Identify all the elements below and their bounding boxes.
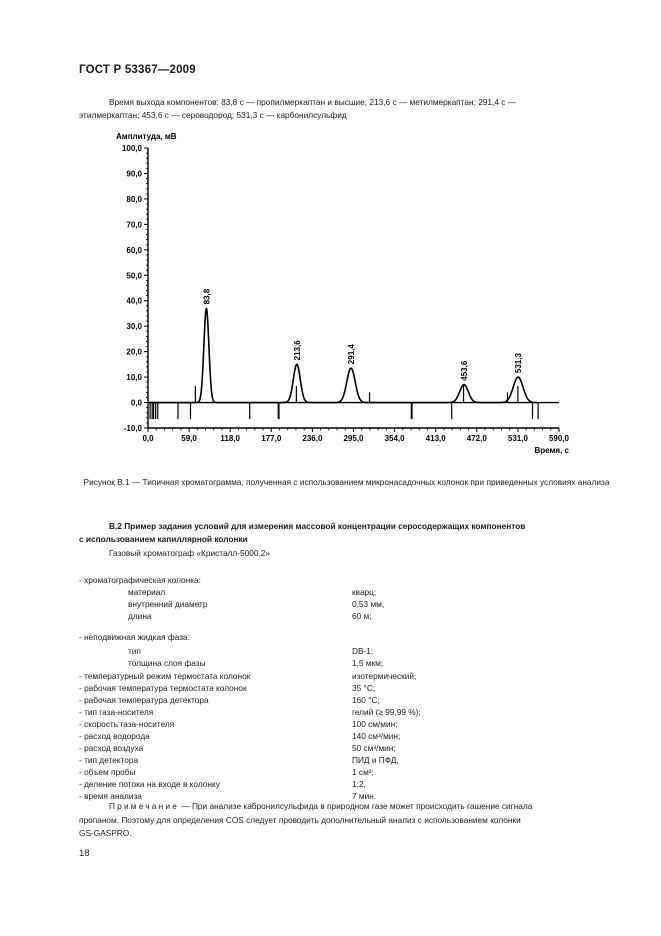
note-label: Примечание — [109, 801, 180, 811]
note-line-1-text: — При анализе кабронилсульфида в природном газе может происходить гашение сигнала — [181, 801, 533, 811]
x-tick-label: 413,0 — [425, 434, 446, 443]
y-axis-title: Амплитуда, мВ — [116, 132, 177, 141]
param-name: - тип детектора — [79, 755, 139, 765]
note-line-2: пропаном. Поэтому для определения COS следует проводить дополнительный анализ с использованием колонки — [79, 814, 521, 825]
retention-times-line-2: этилмеркаптан; 453,6 с — сероводород; 531,3 с — карбонилсульфид — [79, 110, 347, 120]
page-number: 18 — [79, 848, 90, 859]
y-tick-label: 100,0 — [121, 144, 142, 153]
param-name: - расход воздуха — [79, 743, 144, 753]
param-name: - время анализа — [79, 791, 142, 801]
y-tick-label: 40,0 — [126, 296, 142, 306]
param-value: кварц; — [352, 587, 377, 597]
x-tick-label: 472,0 — [466, 434, 487, 443]
param-value: 50 см³/мин; — [352, 743, 396, 753]
param-value: 0,53 мм, — [352, 599, 385, 609]
x-tick-label: 0,0 — [142, 434, 154, 443]
param-name: - неподвижная жидкая фаза: — [79, 632, 190, 642]
y-tick-label: 80,0 — [126, 194, 142, 204]
x-tick-label: 590,0 — [548, 434, 570, 443]
document-header: ГОСТ Р 53367—2009 — [79, 64, 196, 76]
note-line-1 — [79, 800, 614, 814]
param-name: - объем пробы — [79, 767, 136, 777]
param-value: гелий (≥ 99,99 %); — [352, 707, 421, 717]
param-name: материал — [128, 587, 166, 597]
param-value: ПИД и ПФД, — [352, 755, 399, 765]
x-tick-label: 236,0 — [302, 434, 323, 443]
section-heading — [79, 520, 614, 546]
x-tick-label: 354,0 — [384, 434, 405, 443]
note-block — [79, 800, 614, 841]
y-tick-label: 60,0 — [126, 245, 142, 255]
x-axis-title: Время, с — [534, 446, 569, 455]
param-value: DB-1; — [352, 646, 374, 656]
chromatogram-trace-group — [148, 309, 538, 403]
chromatogram-trace — [148, 309, 538, 403]
peak-label: 453,6 — [459, 360, 469, 381]
param-value: изотермический; — [352, 671, 417, 681]
y-tick-label: 30,0 — [126, 322, 142, 332]
peak-label: 291,4 — [346, 344, 356, 365]
device-name: Газовый хроматограф «Кристалл-5000.2» — [109, 548, 271, 558]
param-value: 140 см³/мин; — [352, 731, 401, 741]
param-value: 160 °C; — [352, 695, 380, 705]
y-tick-label: 70,0 — [126, 220, 142, 230]
figure-caption: Рисунок В.1 — Типичная хроматограмма, полученная с использованием микронасадочных колонок при приведенных условиях анализа — [83, 477, 610, 487]
param-name: - рабочая температура детектора — [79, 695, 209, 705]
x-tick-label: 531,0 — [507, 434, 528, 443]
param-name: - хроматографическая колонка: — [79, 575, 201, 585]
chromatogram-chart — [110, 128, 580, 458]
y-tick-label: 10,0 — [126, 373, 142, 383]
param-name: - расход водорода — [79, 731, 150, 741]
x-tick-label: 177,0 — [261, 434, 282, 443]
y-tick-label: 50,0 — [126, 271, 142, 281]
section-heading-line-2: с использованием капиллярной колонки — [79, 534, 248, 544]
peak-label: 531,3 — [514, 353, 524, 374]
param-value: 1,5 мкм; — [352, 658, 384, 668]
retention-times-text — [79, 96, 614, 122]
y-tick-label: -10,0 — [123, 424, 142, 433]
y-tick-label: 90,0 — [126, 169, 142, 179]
param-name: внутренний диаметр — [128, 599, 208, 609]
x-tick-label: 118,0 — [220, 434, 240, 443]
chart-labels — [116, 132, 570, 455]
param-value: 1:2, — [352, 779, 366, 789]
param-name: - скорость газа-носителя — [79, 719, 175, 729]
param-value: 35 °C; — [352, 683, 376, 693]
param-value: 60 м; — [352, 611, 372, 621]
peak-label: 213,6 — [292, 340, 302, 361]
peak-label: 83,8 — [202, 288, 212, 305]
retention-times-line-1: Время выхода компонентов: 83,8 с — пропилмеркаптан и высшие; 213,6 с — метилмеркаптан; 291,4 с — — [109, 97, 517, 107]
note-line-3: GS-GASPRO. — [79, 828, 132, 838]
x-tick-label: 295,0 — [343, 434, 364, 443]
param-value: 100 см/мин; — [352, 719, 398, 729]
param-name: длина — [128, 611, 152, 621]
param-name: - рабочая температура термостата колонок — [79, 683, 247, 693]
y-tick-label: 20,0 — [126, 347, 142, 357]
param-name: - температурный режим термостата колонок — [79, 671, 251, 681]
section-heading-line-1: В.2 Пример задания условий для измерения массовой концентрации серосодержащих компонентов — [109, 521, 526, 531]
param-value: 7 мин. — [352, 791, 377, 801]
y-tick-label: 0,0 — [130, 398, 142, 408]
param-name: тип — [128, 646, 141, 656]
param-name: - тип газа-носителя — [79, 707, 154, 717]
param-name: - деление потока на входе в колонку — [79, 779, 220, 789]
param-value: 1 см³; — [352, 767, 374, 777]
param-name: толщина слоя фазы — [128, 658, 206, 668]
x-tick-label: 59,0 — [181, 434, 197, 443]
